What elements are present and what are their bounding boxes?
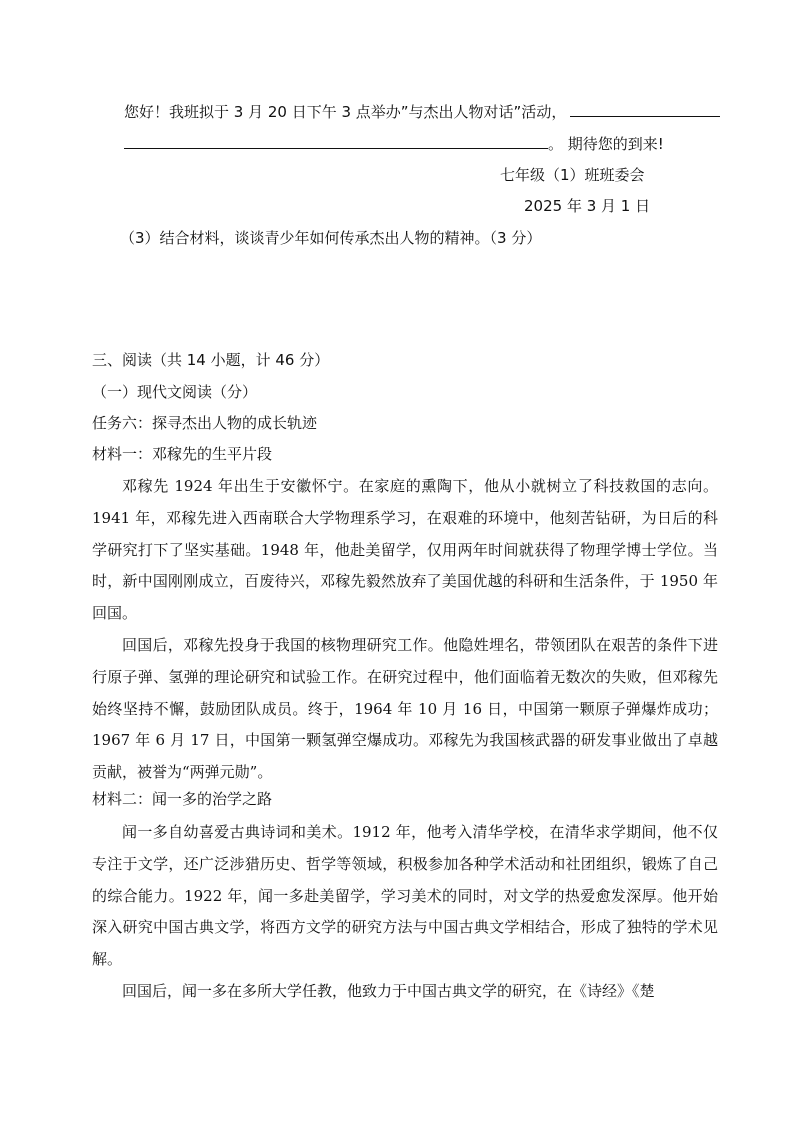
invitation-signature: 七年级（1）班班委会 xyxy=(500,166,645,184)
answer-blank-2[interactable] xyxy=(124,134,548,149)
invitation-line-2 xyxy=(124,134,664,153)
invitation-line-1 xyxy=(124,102,720,121)
answer-blank-1[interactable] xyxy=(570,102,720,117)
subsection-heading: （一）现代文阅读（分） xyxy=(92,383,258,401)
material-two-paragraph-1: 闻一多自幼喜爱古典诗词和美术。1912 年，他考入清华学校，在清华求学期间，他不仅专注于文学，还广泛涉猎历史、哲学等领域，积极参加各种学术活动和社团组织，锻炼了自己的综合能力。1922 年，闻一多赴美留学，学习美术的同时，对文学的热爱愈发深厚。他开始深入研究中国古典文学，将西方文学的研究方法与中国古典文学相结合，形成了独特的学术见解。 xyxy=(92,823,718,969)
material-one-paragraph-2: 回国后，邓稼先投身于我国的核物理研究工作。他隐姓埋名，带领团队在艰苦的条件下进行原子弹、氢弹的理论研究和试验工作。在研究过程中，他们面临着无数次的失败，但邓稼先始终坚持不懈，鼓励团队成员。终于，1964 年 10 月 16 日，中国第一颗原子弹爆炸成功；1967 年 6 月 17 日，中国第一颗氢弹空爆成功。邓稼先为我国核武器的研发事业做出了卓越贡献，被誉为“两弹元勋”。 xyxy=(92,636,718,782)
material-one-title: 材料一：邓稼先的生平片段 xyxy=(92,445,273,463)
section-heading: 三、阅读（共 14 小题，计 46 分） xyxy=(92,351,330,369)
question-3: （3）结合材料，谈谈青少年如何传承杰出人物的精神。（3 分） xyxy=(120,229,542,247)
material-two-paragraph-2: 回国后，闻一多在多所大学任教，他致力于中国古典文学的研究，在《诗经》《楚 xyxy=(122,982,655,1000)
task-six-title: 任务六：探寻杰出人物的成长轨迹 xyxy=(92,414,318,432)
material-one-paragraph-1: 邓稼先 1924 年出生于安徽怀宁。在家庭的熏陶下，他从小就树立了科技救国的志向。1941 年，邓稼先进入西南联合大学物理系学习，在艰难的环境中，他刻苦钻研，为日后的科学研究打下了坚实基础。1948 年，他赴美留学，仅用两年时间就获得了物理学博士学位。当时，新中国刚刚成立，百废待兴，邓稼先毅然放弃了美国优越的科研和生活条件，于 1950 年回国。 xyxy=(92,477,718,623)
invitation-text-1: 您好！我班拟于 3 月 20 日下午 3 点举办”与杰出人物对话”活动， xyxy=(124,103,567,121)
invitation-closing: 。 期待您的到来! xyxy=(548,135,664,153)
material-two-title: 材料二：闻一多的治学之路 xyxy=(92,790,273,808)
invitation-date: 2025 年 3 月 1 日 xyxy=(524,197,651,215)
